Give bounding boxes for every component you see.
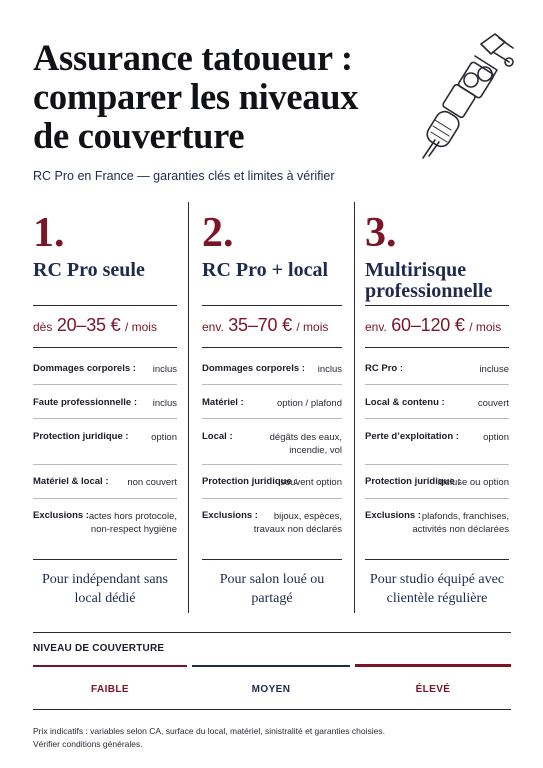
plan-name: RC Pro + local (202, 259, 329, 281)
divider (202, 418, 342, 419)
footnote (33, 725, 385, 751)
divider (365, 464, 509, 465)
divider (365, 305, 509, 306)
row-label: Exclusions : (202, 510, 258, 521)
divider (33, 418, 177, 419)
divider (202, 347, 342, 348)
plan-price (202, 315, 328, 336)
row-label: Dommages corporels : (202, 363, 305, 374)
divider (365, 559, 509, 560)
row-label: Protection juridique : (202, 476, 298, 487)
plan-price (365, 315, 501, 336)
price-suffix: / mois (296, 320, 329, 334)
coverage-level-high: ÉLEVÉ (415, 684, 451, 695)
coverage-level-low: FAIBLE (91, 684, 129, 695)
divider (202, 559, 342, 560)
divider (33, 559, 177, 560)
price-suffix: / mois (124, 320, 157, 334)
row-label: Exclusions : (365, 510, 421, 521)
row-label: Exclusions : (33, 510, 89, 521)
row-label: Faute professionnelle : (33, 397, 137, 408)
row-value: couvert (477, 398, 509, 409)
row-label: Dommages corporels : (33, 363, 136, 374)
plan-name: RC Pro seule (33, 259, 145, 281)
row-value: plafonds, franchises, activités non déclarées (412, 511, 509, 535)
plan-name: Multirisque professionnelle (365, 259, 493, 302)
divider (202, 305, 342, 306)
title-line: comparer les niveaux (33, 76, 359, 117)
divider (33, 632, 511, 633)
row-value: inclus (152, 398, 177, 409)
footnote-line: Prix indicatifs : variables selon CA, surface du local, matériel, sinistralité et garanties choisies. (33, 726, 385, 736)
row-label: Protection juridique : (33, 431, 129, 442)
column-divider (354, 202, 355, 613)
row-label: RC Pro : (365, 363, 403, 374)
divider (33, 305, 177, 306)
row-value: option (483, 432, 509, 443)
page-title (33, 38, 403, 155)
row-value: actes hors protocole, non-respect hygiène (88, 511, 177, 535)
tattoo-machine-icon (405, 26, 523, 168)
plan-audience: Pour indépendant sans local dédié (42, 572, 168, 606)
divider (33, 464, 177, 465)
coverage-bar-high (355, 664, 511, 667)
plan-price (33, 315, 157, 336)
divider (202, 384, 342, 385)
row-value: option (151, 432, 177, 443)
divider (365, 498, 509, 499)
row-value: inclus (317, 364, 342, 375)
coverage-level-medium: MOYEN (251, 684, 291, 695)
coverage-bar-low (33, 665, 187, 667)
row-value: incluse ou option (437, 477, 509, 488)
divider (33, 384, 177, 385)
divider (33, 498, 177, 499)
plan-audience: Pour studio équipé avec clientèle régulière (369, 572, 505, 606)
row-value: non couvert (127, 477, 177, 488)
coverage-bar-medium (192, 665, 350, 667)
price-prefix: dès (33, 320, 53, 334)
price-prefix: env. (365, 320, 387, 334)
row-value: souvent option (280, 477, 342, 488)
divider (365, 347, 509, 348)
price-amount: 35–70 € (228, 315, 292, 335)
column-divider (188, 202, 189, 613)
divider (33, 347, 177, 348)
title-line: Assurance tatoueur : (33, 37, 353, 78)
divider (365, 384, 509, 385)
plan-number: 3. (365, 210, 397, 256)
row-label: Perte d’exploitation : (365, 431, 459, 442)
divider (202, 498, 342, 499)
row-value: incluse (479, 364, 509, 375)
price-suffix: / mois (469, 320, 502, 334)
price-amount: 60–120 € (391, 315, 465, 335)
row-value: option / plafond (277, 398, 342, 409)
price-prefix: env. (202, 320, 224, 334)
price-amount: 20–35 € (56, 315, 121, 335)
title-line: de couverture (33, 115, 245, 156)
row-label: Local & contenu : (365, 397, 445, 408)
row-value: dégâts des eaux, incendie, vol (269, 432, 342, 456)
plan-number: 2. (202, 210, 234, 256)
page-subtitle: RC Pro en France — garanties clés et limites à vérifier (33, 169, 335, 183)
divider (365, 418, 509, 419)
plan-audience: Pour salon loué ou partagé (219, 572, 325, 606)
footnote-line: Vérifier conditions générales. (33, 739, 143, 749)
plan-number: 1. (33, 210, 65, 256)
row-value: inclus (152, 364, 177, 375)
divider (202, 464, 342, 465)
row-label: Matériel : (202, 397, 244, 408)
row-label: Local : (202, 431, 233, 442)
row-label: Protection juridique : (365, 476, 461, 487)
row-value: bijoux, espèces, travaux non déclarés (253, 511, 342, 535)
divider (33, 709, 511, 710)
row-label: Matériel & local : (33, 476, 109, 487)
coverage-level-title: NIVEAU DE COUVERTURE (33, 643, 165, 654)
